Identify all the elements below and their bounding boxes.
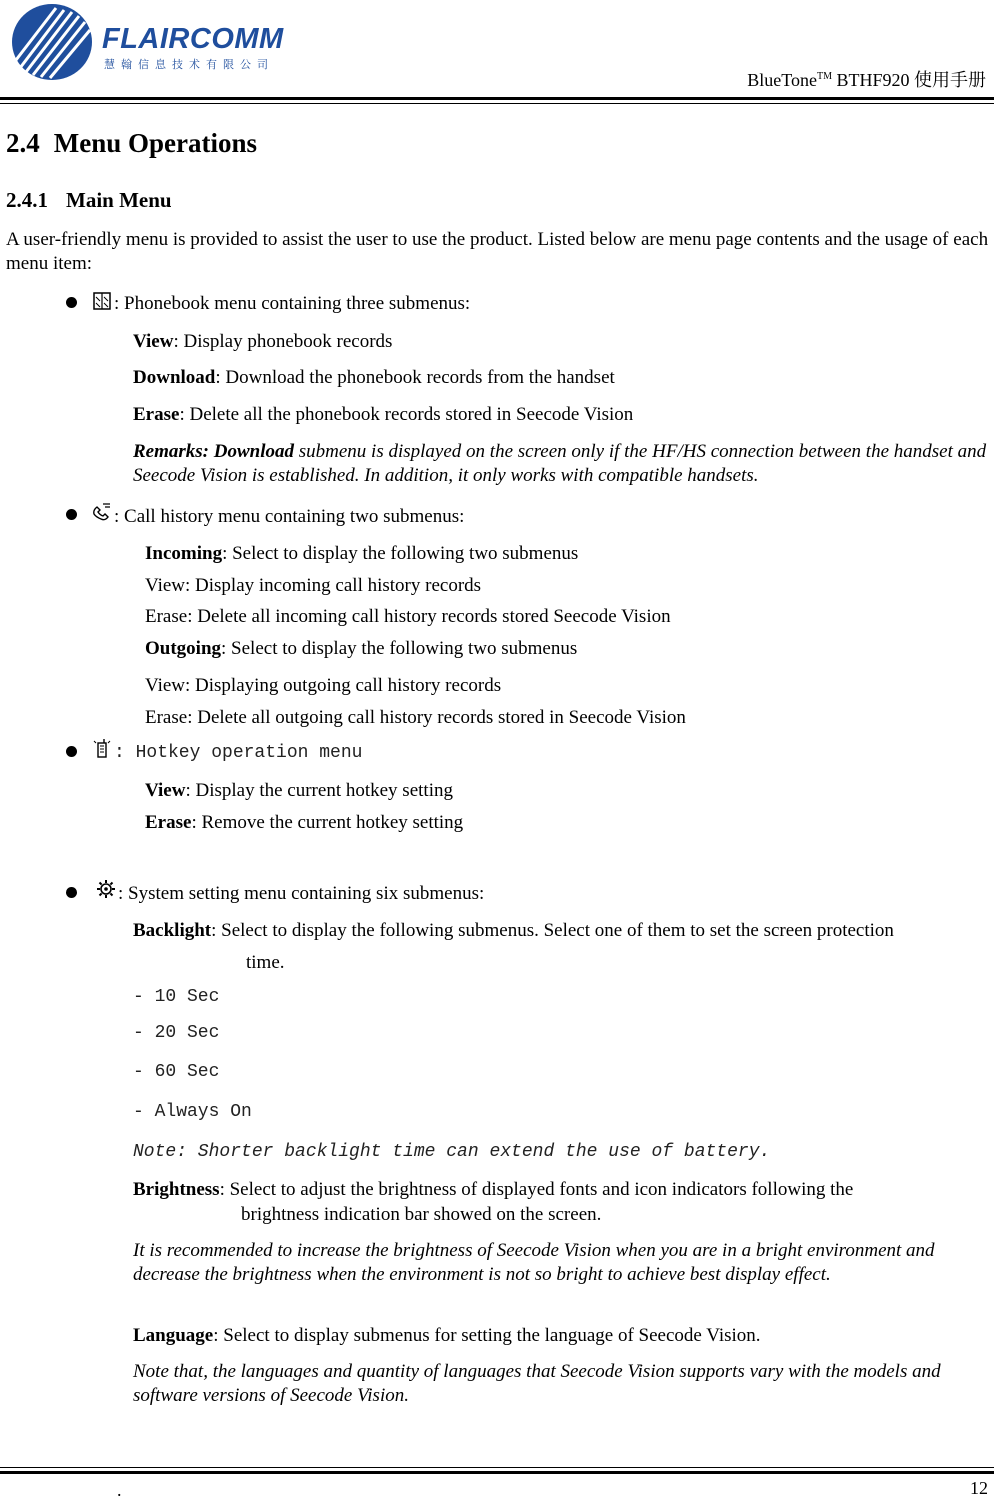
page-number: 12: [970, 1478, 988, 1498]
call-history-description: : Call history menu containing two submenus:: [114, 506, 465, 527]
subsection-heading: 2.4.1 Main Menu: [6, 188, 172, 212]
hotkey-view-item: View: Display the current hotkey setting: [145, 780, 453, 801]
outgoing-view-item: View: Displaying outgoing call history records: [145, 675, 502, 696]
hotkey-phone-icon: [91, 737, 113, 759]
header-rule-thick: [0, 97, 994, 100]
backlight-item: Backlight: Select to display the following submenus. Select one of them to set the screen protection: [133, 920, 894, 941]
bullet: [66, 297, 77, 308]
backlight-item-continued: time.: [246, 952, 285, 973]
brightness-item-continued: brightness indication bar showed on the screen.: [241, 1204, 602, 1225]
logo-globe-icon: [6, 2, 98, 82]
backlight-option: - 20 Sec: [133, 1023, 220, 1043]
brightness-item: Brightness: Select to adjust the brightness of displayed fonts and icon indicators following the: [133, 1179, 854, 1200]
phone-handset-icon: [91, 500, 113, 522]
phonebook-icon: [91, 290, 113, 312]
backlight-note: Note: Shorter backlight time can extend the use of battery.: [133, 1142, 771, 1162]
bullet: [66, 746, 77, 757]
footer-rule-thin: [0, 1467, 994, 1468]
brightness-note: It is recommended to increase the brightness of Seecode Vision when you are in a bright environment and decrease the brightness when the environment is not so bright to achieve best display effect.: [133, 1240, 935, 1285]
footer-rule-thick: [0, 1471, 994, 1474]
bullet: [66, 887, 77, 898]
system-description: : System setting menu containing six submenus:: [118, 883, 485, 904]
footer-mark: .: [117, 1480, 122, 1500]
document-title: BlueTone™ BTHF920 使用手册: [747, 70, 986, 90]
phonebook-erase-item: Erase: Delete all the phonebook records stored in Seecode Vision: [133, 404, 634, 425]
phonebook-remarks: Remarks: Download submenu is displayed on the screen only if the HF/HS connection between the handset and Seecode Vision is established. In addition, it only works with compatible handsets.: [133, 441, 987, 486]
logo-subtitle: 慧翰信息技术有限公司: [104, 58, 274, 71]
phonebook-description: : Phonebook menu containing three submenus:: [114, 293, 471, 314]
intro-paragraph: A user-friendly menu is provided to assist the user to use the product. Listed below are menu page contents and the usage of each menu item:: [6, 229, 989, 274]
logo-wordmark: FLAIRCOMM: [102, 23, 284, 55]
incoming-view-item: View: Display incoming call history records: [145, 575, 482, 596]
header-rule-thin: [0, 103, 994, 104]
hotkey-erase-item: Erase: Remove the current hotkey setting: [145, 812, 464, 833]
section-heading: 2.4 Menu Operations: [6, 128, 258, 158]
backlight-option: - Always On: [133, 1102, 252, 1122]
outgoing-erase-item: Erase: Delete all outgoing call history records stored in Seecode Vision: [145, 707, 686, 728]
incoming-item: Incoming: Select to display the following two submenus: [145, 543, 579, 564]
incoming-erase-item: Erase: Delete all incoming call history records stored Seecode Vision: [145, 606, 671, 627]
gear-icon: [95, 878, 117, 900]
phonebook-download-item: Download: Download the phonebook records from the handset: [133, 367, 615, 388]
backlight-option: - 10 Sec: [133, 987, 220, 1007]
phonebook-view-item: View: Display phonebook records: [133, 331, 393, 352]
language-note: Note that, the languages and quantity of languages that Seecode Vision supports vary with the models and software versions of Seecode Vision.: [133, 1361, 941, 1406]
language-item: Language: Select to display submenus for setting the language of Seecode Vision.: [133, 1325, 761, 1346]
hotkey-description: : Hotkey operation menu: [114, 743, 363, 763]
bullet: [66, 509, 77, 520]
backlight-option: - 60 Sec: [133, 1062, 220, 1082]
company-logo: [6, 2, 306, 82]
outgoing-item: Outgoing: Select to display the following two submenus: [145, 638, 578, 659]
